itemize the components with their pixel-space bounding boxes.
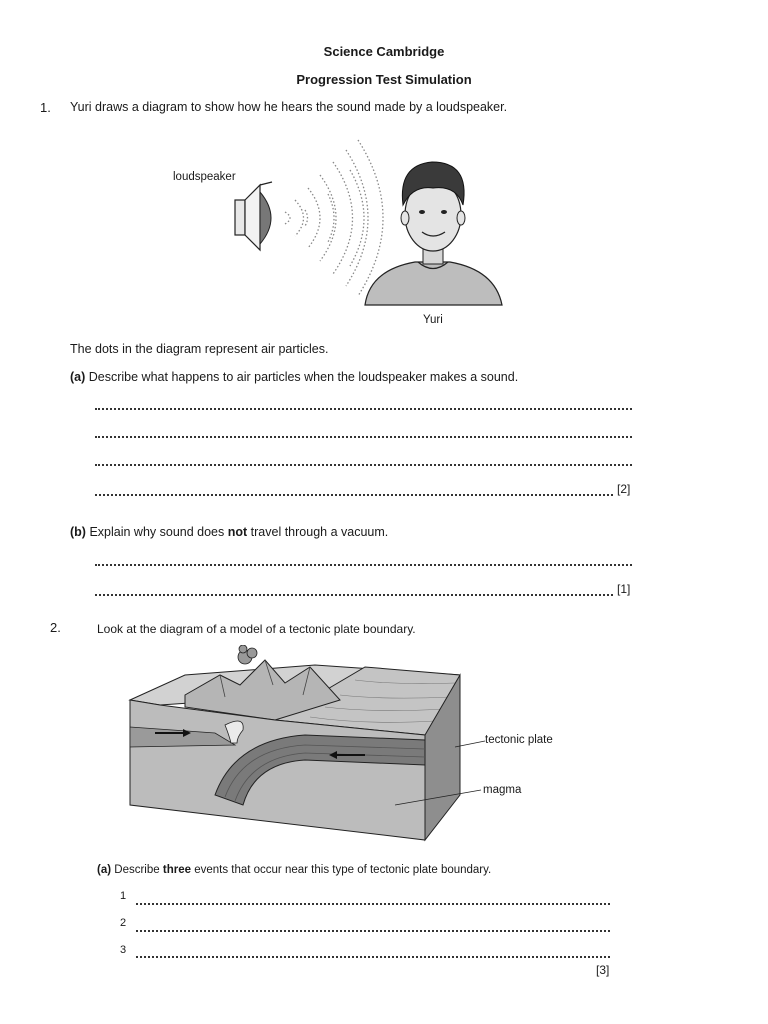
question-1b-text-after: travel through a vacuum. bbox=[250, 525, 389, 539]
answer-line-2a-1[interactable] bbox=[136, 903, 610, 905]
question-2a-text-after: events that occur near this type of tectonic plate boundary. bbox=[194, 864, 492, 876]
answer-line-1a-2[interactable] bbox=[95, 436, 632, 438]
question-1a-text: Describe what happens to air particles when the loudspeaker makes a sound. bbox=[88, 370, 519, 384]
question-1b-label: (b) bbox=[70, 525, 86, 539]
sound-waves bbox=[285, 140, 383, 296]
answer-number-2: 2 bbox=[120, 917, 127, 929]
tectonic-plate-label: tectonic plate bbox=[485, 734, 553, 746]
answer-line-1a-1[interactable] bbox=[95, 408, 632, 410]
answer-line-2a-2[interactable] bbox=[136, 930, 610, 932]
answer-line-2a-3[interactable] bbox=[136, 956, 610, 958]
sound-diagram bbox=[160, 130, 520, 330]
tectonic-plate-diagram bbox=[125, 645, 565, 855]
question-1b-text-bold: not bbox=[227, 525, 248, 539]
question-1-stem: Yuri draws a diagram to show how he hears the sound made by a loudspeaker. bbox=[70, 100, 508, 114]
question-2-number: 2. bbox=[50, 620, 61, 635]
answer-line-1b-2[interactable] bbox=[95, 594, 613, 596]
question-1b bbox=[70, 525, 388, 539]
question-1a-marks: [2] bbox=[617, 482, 631, 496]
question-1b-text-before: Explain why sound does bbox=[89, 525, 225, 539]
question-1a-label: (a) bbox=[70, 370, 86, 384]
answer-line-1a-4[interactable] bbox=[95, 494, 613, 496]
answer-number-1: 1 bbox=[120, 890, 127, 902]
page-subtitle: Progression Test Simulation bbox=[296, 72, 472, 87]
question-1-number: 1. bbox=[40, 100, 51, 115]
answer-number-3: 3 bbox=[120, 944, 127, 956]
loudspeaker-icon bbox=[235, 182, 272, 250]
question-2a-text-before: Describe bbox=[114, 864, 160, 876]
answer-line-1b-1[interactable] bbox=[95, 564, 632, 566]
question-2-stem: Look at the diagram of a model of a tectonic plate boundary. bbox=[97, 622, 416, 636]
answer-line-1a-3[interactable] bbox=[95, 464, 632, 466]
question-1a bbox=[70, 370, 518, 384]
question-1-note: The dots in the diagram represent air particles. bbox=[70, 342, 329, 356]
yuri-label: Yuri bbox=[423, 314, 443, 326]
page-title: Science Cambridge bbox=[323, 44, 445, 59]
question-2a-label: (a) bbox=[97, 864, 112, 876]
question-2a-marks: [3] bbox=[596, 963, 610, 977]
question-2a-text-bold: three bbox=[162, 864, 191, 876]
loudspeaker-label: loudspeaker bbox=[173, 171, 236, 183]
question-1b-marks: [1] bbox=[617, 582, 631, 596]
yuri-figure bbox=[365, 162, 502, 305]
question-2a bbox=[97, 864, 491, 876]
magma-label: magma bbox=[483, 784, 522, 796]
